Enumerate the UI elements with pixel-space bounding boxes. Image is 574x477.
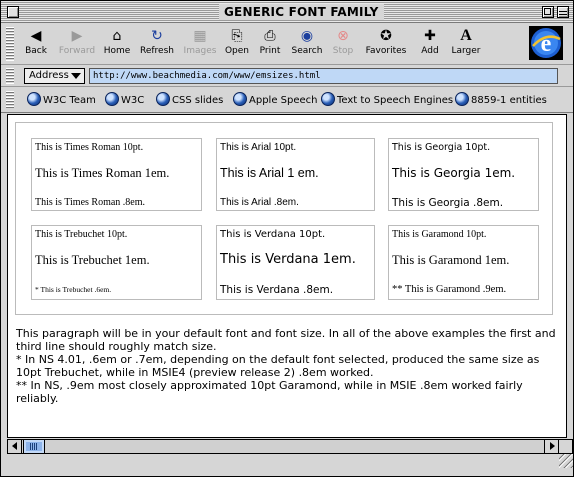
page-content[interactable] [7, 114, 567, 438]
address-bar-grip[interactable] [6, 68, 14, 84]
scroll-right-arrow-icon[interactable] [544, 440, 558, 453]
window-title: GENERIC FONT FAMILY [219, 4, 384, 20]
favorites-bar-grip[interactable] [6, 91, 14, 109]
paragraph-note-1: * In NS 4.01, .6em or .7em, depending on the default font selected, produced the same size as 10pt Trebuchet, while in MSIE4 (preview release 2) .8em worked. [16, 353, 540, 379]
favorites-button[interactable]: ✪ Favorites [362, 27, 410, 61]
forward-arrow-icon: ▶ [71, 28, 83, 44]
open-button[interactable]: ⎘ Open [224, 28, 250, 56]
chevron-down-icon [71, 73, 81, 79]
toolbar-grip[interactable] [6, 27, 14, 61]
favorite-link-text-to-speech[interactable]: Text to Speech Engines [321, 92, 453, 108]
favorite-link-8859-entities[interactable]: 8859-1 entities [455, 92, 547, 108]
paragraph-note-2: ** In NS, .9em most closely approximated 10pt Garamond, while in MSIE .8em worked fairly reliably. [16, 379, 523, 405]
globe-icon [27, 92, 41, 106]
ie-logo-graphic [530, 27, 562, 59]
images-icon: ▦ [193, 28, 207, 44]
globe-icon [156, 92, 170, 106]
print-icon: ⎙ [264, 28, 276, 44]
larger-text-button[interactable]: A Larger [448, 27, 484, 61]
favorites-icon: ✪ [380, 28, 392, 44]
scroll-left-arrow-icon[interactable] [8, 440, 22, 453]
favorite-link-w3c[interactable]: W3C [105, 92, 144, 108]
favorite-link-css-slides[interactable]: CSS slides [156, 92, 223, 108]
search-button[interactable]: ◉ Search [289, 27, 325, 61]
zoom-box-icon[interactable] [542, 6, 554, 18]
address-dropdown[interactable]: Address [24, 68, 85, 84]
title-bar[interactable] [1, 1, 573, 23]
status-bar [1, 454, 559, 476]
globe-icon [321, 92, 335, 106]
svg-text:e: e [540, 31, 552, 57]
font-sample-arial: This is Arial 10pt. This is Arial 1 em. This is Arial .8em. [216, 138, 375, 211]
add-favorite-button[interactable]: ✚ Add [417, 27, 443, 61]
open-icon: ⎘ [231, 28, 243, 44]
home-icon: ⌂ [112, 28, 122, 44]
refresh-icon: ↻ [151, 28, 163, 44]
ie-logo-icon[interactable] [529, 26, 563, 60]
add-favorite-icon: ✚ [424, 28, 436, 44]
font-sample-georgia: This is Georgia 10pt. This is Georgia 1em. This is Georgia .8em. [388, 138, 539, 211]
globe-icon [233, 92, 247, 106]
address-bar [1, 65, 573, 87]
favorite-link-w3c-team[interactable]: W3C Team [27, 92, 96, 108]
globe-icon [455, 92, 469, 106]
back-arrow-icon: ◀ [30, 28, 42, 44]
font-sample-verdana: This is Verdana 10pt. This is Verdana 1em. This is Verdana .8em. [216, 225, 375, 300]
larger-text-icon: A [460, 27, 472, 44]
images-button[interactable]: ▦ Images [183, 28, 217, 56]
font-sample-times: This is Times Roman 10pt. This is Times Roman 1em. This is Times Roman .8em. [31, 138, 202, 211]
collapse-box-icon[interactable] [557, 6, 569, 18]
forward-button[interactable]: ▶ Forward [55, 27, 99, 61]
explanation-paragraph [16, 327, 564, 405]
scroll-thumb[interactable] [23, 440, 45, 453]
print-button[interactable]: ⎙ Print [256, 27, 284, 61]
favorite-link-apple-speech[interactable]: Apple Speech [233, 92, 317, 108]
paragraph-line-1: This paragraph will be in your default font and font size. In all of the above examples the first and third line should roughly match size. [16, 327, 556, 353]
horizontal-scrollbar[interactable] [7, 439, 559, 454]
scrollbar-corner [559, 439, 573, 454]
home-button[interactable]: ⌂ Home [103, 28, 131, 56]
stop-button[interactable]: ⊗ Stop [330, 27, 356, 61]
close-box-icon[interactable] [7, 6, 19, 18]
font-sample-garamond: This is Garamond 10pt. This is Garamond 1em. ** This is Garamond .9em. [388, 225, 539, 300]
toolbar [1, 23, 573, 65]
refresh-button[interactable]: ↻ Refresh [137, 27, 177, 61]
favorites-bar [1, 87, 573, 113]
globe-icon [105, 92, 119, 106]
back-button[interactable]: ◀ Back [21, 27, 51, 61]
resize-handle-icon[interactable] [559, 454, 573, 468]
stop-icon: ⊗ [337, 28, 349, 44]
font-sample-trebuchet: This is Trebuchet 10pt. This is Trebuchet 1em. * This is Trebuchet .6em. [31, 225, 202, 300]
search-icon: ◉ [300, 28, 314, 44]
url-input[interactable]: http://www.beachmedia.com/www/emsizes.html [89, 68, 558, 84]
